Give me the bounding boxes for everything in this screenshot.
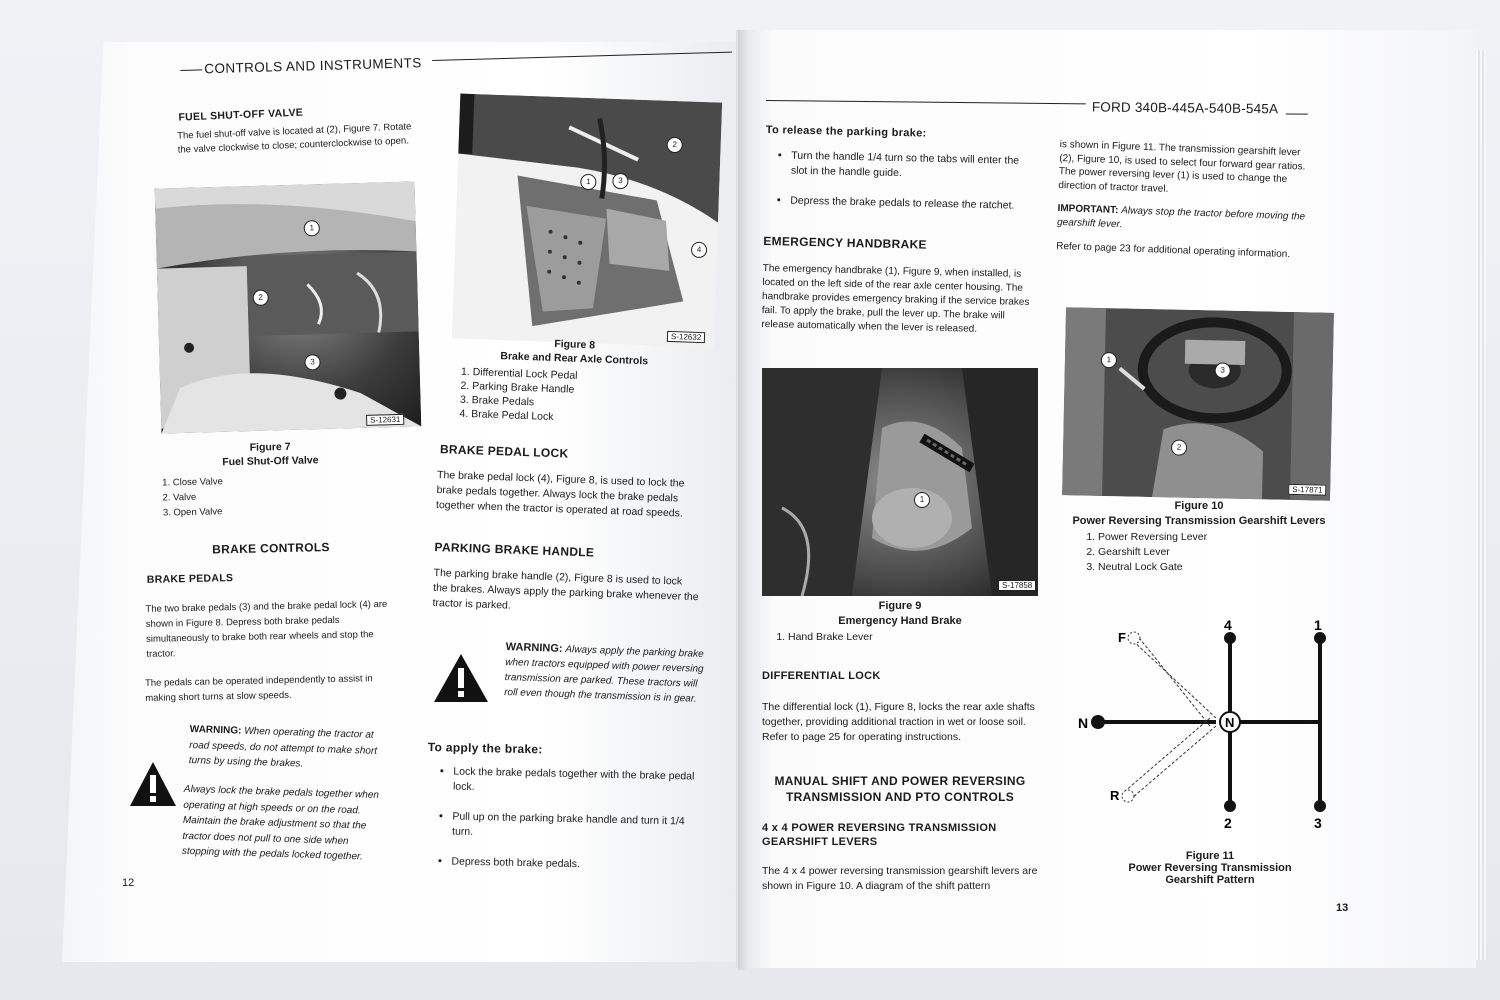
left-warning-text <box>189 722 390 775</box>
manual-body: The 4 x 4 power reversing transmission gearshift levers are shown in Figure 10. A diagram of the shift pattern <box>762 865 1038 892</box>
shift-label-n-center: N <box>1225 715 1235 730</box>
release-list <box>764 148 1035 214</box>
figure11-caption-num: Figure 11 <box>1185 850 1235 862</box>
right-column-2 <box>1055 138 1318 297</box>
parking-heading: PARKING BRAKE HANDLE <box>434 539 595 560</box>
shift-label-r: R <box>1110 788 1120 803</box>
shift-label-3: 3 <box>1314 815 1322 831</box>
figure8-callout-4: 4 <box>691 242 708 259</box>
figure10-callout-3: 3 <box>1215 362 1231 378</box>
warning-icon <box>128 760 178 808</box>
figure7-tag: S-12631 <box>366 414 405 426</box>
list-item: 1. Hand Brake Lever <box>788 630 1028 645</box>
emergency-body: The emergency handbrake (1), Figure 9, when installed, is located on the left side of the rear axle center housing. The handbrake provides emergency braking if the service brakes fail. To apply the brake, pull the lever up. The brake will release automatically when the lever is released. <box>761 262 1030 335</box>
list-item: • Depress both brake pedals. <box>451 855 705 875</box>
warning-icon <box>432 652 490 704</box>
warning-text-2: Always lock the brake pedals together when operating at high speeds or on the road. Maintain the brake adjustment so that the tractor does not pull to one side when stopping with the pedals locked together. <box>181 783 380 863</box>
shift-node-3 <box>1314 800 1326 812</box>
list-item: • Turn the handle 1/4 turn so the tabs will enter the slot in the handle guide. <box>791 149 1036 185</box>
shift-node-1 <box>1314 632 1326 644</box>
diff-body: The differential lock (1), Figure 8, locks the rear axle shafts together, providing additional traction in wet or loose soil. Refer to page 25 for operating instructions. <box>762 701 1035 743</box>
figure9-callout-1: 1 <box>914 492 930 508</box>
shift-node-4 <box>1224 632 1236 644</box>
figure10-photo <box>1062 307 1334 501</box>
figure10-callout-2: 2 <box>1171 439 1187 455</box>
figure11-caption-block <box>1100 850 1320 900</box>
col2-body: is shown in Figure 11. The transmission gearshift lever (2), Figure 10, is used to select four forward gear ratios. The power reversing lever (1) is used to change the direction of tractor travel. <box>1058 138 1306 195</box>
figure7-callout-2: 2 <box>252 290 268 306</box>
list-item: 3. Open Valve <box>173 500 403 520</box>
figure11-diagram <box>1076 612 1336 842</box>
warning-label: WARNING: <box>505 640 563 655</box>
important-label: IMPORTANT: <box>1057 202 1119 217</box>
book-spine <box>738 30 748 970</box>
shift-node-r <box>1122 790 1134 802</box>
shift-label-n-left: N <box>1078 715 1089 731</box>
figure10-list <box>1080 530 1338 575</box>
figure7-image <box>155 181 422 433</box>
figure7-caption-num: Figure 7 <box>249 440 291 454</box>
list-item: 2. Parking Brake Handle <box>472 379 712 401</box>
figure9-tag: S-17858 <box>998 580 1036 591</box>
shift-label-4: 4 <box>1224 617 1232 633</box>
shift-node-f <box>1128 632 1140 644</box>
figure9-image <box>762 368 1038 596</box>
figure8-callout-3: 3 <box>612 173 629 190</box>
apply-block <box>425 740 708 896</box>
warning-text: Always apply the parking brake when tractors equipped with power reversing transmission are parked. These tractors will roll even though the transmission is in gear. <box>503 644 704 705</box>
diff-heading: DIFFERENTIAL LOCK <box>762 670 881 682</box>
list-item: 1. Power Reversing Lever <box>1098 530 1338 545</box>
important-text <box>1057 202 1316 238</box>
list-item: 3. Neutral Lock Gate <box>1098 560 1338 575</box>
figure9-photo <box>762 368 1038 596</box>
refer-text: Refer to page 23 for additional operating information. <box>1056 240 1291 261</box>
figure7-callout-3: 3 <box>304 354 320 370</box>
figure10-callout-1: 1 <box>1101 352 1117 368</box>
figure10-image <box>1062 307 1334 501</box>
figure10-caption-block <box>1064 500 1344 580</box>
left-warning-block <box>181 722 390 888</box>
emergency-heading: EMERGENCY HANDBRAKE <box>763 233 927 252</box>
brake-pedals-p2: The pedals can be operated independently to assist in making short turns at slow speeds. <box>144 673 373 704</box>
fuel-body: The fuel shut-off valve is located at (2), Figure 7. Rotate the valve clockwise to close; counterclockwise to open. <box>176 121 412 156</box>
figure8-callout-1: 1 <box>580 174 597 191</box>
figure11-caption-title-2: Gearshift Pattern <box>1165 874 1255 886</box>
figure7-list <box>155 471 404 521</box>
figure10-caption-num: Figure 10 <box>1174 500 1224 512</box>
shift-label-f: F <box>1118 630 1126 645</box>
figure9-list <box>770 630 1028 645</box>
warning-text-1: When operating the tractor at road speeds, do not attempt to make short turns by using the brakes. <box>188 725 378 770</box>
list-item: • Lock the brake pedals together with the brake pedal lock. <box>453 765 708 800</box>
list-item: 3. Brake Pedals <box>471 393 711 415</box>
figure11-caption-title-1: Power Reversing Transmission <box>1128 862 1292 874</box>
list-item: 4. Brake Pedal Lock <box>471 407 711 429</box>
fuel-heading: FUEL SHUT-OFF VALVE <box>178 106 304 124</box>
pedal-lock-body: The brake pedal lock (4), Figure 8, is used to lock the brake pedals together. Always lock the brake pedals together when the tractor is operated at road speeds. <box>435 468 685 520</box>
list-item: • Depress the brake pedals to release the ratchet. <box>790 194 1034 215</box>
shift-node-n-left <box>1091 715 1105 729</box>
figure8-photo <box>452 94 722 348</box>
figure8-image <box>452 94 722 348</box>
figure9-caption-title: Emergency Hand Brake <box>838 615 962 627</box>
manual-heading-1: MANUAL SHIFT AND POWER REVERSING <box>774 774 1026 788</box>
shift-node-2 <box>1224 800 1236 812</box>
apply-list <box>425 764 707 875</box>
apply-heading: To apply the brake: <box>427 740 543 757</box>
manual-heading-2: TRANSMISSION AND PTO CONTROLS <box>785 790 1015 804</box>
manual-sub-2: GEARSHIFT LEVERS <box>762 836 878 848</box>
parking-warning-block <box>503 640 706 727</box>
figure10-tag: S-17871 <box>1288 484 1326 496</box>
figure7-photo <box>155 181 422 433</box>
right-column-1b <box>762 600 1038 900</box>
release-heading: To release the parking brake: <box>765 124 927 140</box>
pedal-lock-heading: BRAKE PEDAL LOCK <box>439 442 569 461</box>
list-item: 1. Differential Lock Pedal <box>472 365 712 387</box>
right-header-title: FORD 340B-445A-540B-545A <box>1091 99 1279 117</box>
figure7-caption-title: Fuel Shut-Off Valve <box>222 454 319 469</box>
brake-pedals-heading: BRAKE PEDALS <box>146 572 234 586</box>
shift-label-1: 1 <box>1314 617 1322 633</box>
figure7-callout-1: 1 <box>304 220 320 236</box>
brake-controls-heading: BRAKE CONTROLS <box>212 540 330 557</box>
left-header-title: CONTROLS AND INSTRUMENTS <box>204 55 422 77</box>
figure8-list <box>453 365 713 430</box>
left-page-number: 12 <box>122 877 135 889</box>
shift-label-2: 2 <box>1224 815 1232 831</box>
right-column-1 <box>761 124 1036 360</box>
figure10-caption-title: Power Reversing Transmission Gearshift Levers <box>1072 515 1326 527</box>
figure8-caption-title: Brake and Rear Axle Controls <box>500 350 649 368</box>
figure8-tag: S-12632 <box>667 331 706 343</box>
parking-body: The parking brake handle (2), Figure 8 is used to lock the brakes. Always apply the parking brake whenever the tractor is parked. <box>432 566 699 612</box>
parking-warning-text <box>504 640 706 707</box>
list-item: 1. Close Valve <box>173 471 403 491</box>
figure9-caption-num: Figure 9 <box>878 600 922 612</box>
important-body: Always stop the tractor before moving the gearshift lever. <box>1056 205 1306 230</box>
manual-sub-1: 4 x 4 POWER REVERSING TRANSMISSION <box>762 822 997 834</box>
list-item: 2. Gearshift Lever <box>1098 545 1338 560</box>
shift-path-forward <box>1132 634 1216 726</box>
list-item: 2. Valve <box>173 486 403 506</box>
figure8-caption-num: Figure 8 <box>554 337 596 352</box>
list-item: • Pull up on the parking brake handle and turn it 1/4 turn. <box>452 810 707 845</box>
right-page-number: 13 <box>1336 902 1349 914</box>
brake-pedals-p1: The two brake pedals (3) and the brake pedal lock (4) are shown in Figure 8. Depress both brake pedals simultaneously to brake both rear wheels and stop the tractor. <box>145 598 388 660</box>
shift-path-reverse <box>1124 718 1216 798</box>
warning-label: WARNING: <box>189 723 242 737</box>
figure8-callout-2: 2 <box>666 137 683 154</box>
